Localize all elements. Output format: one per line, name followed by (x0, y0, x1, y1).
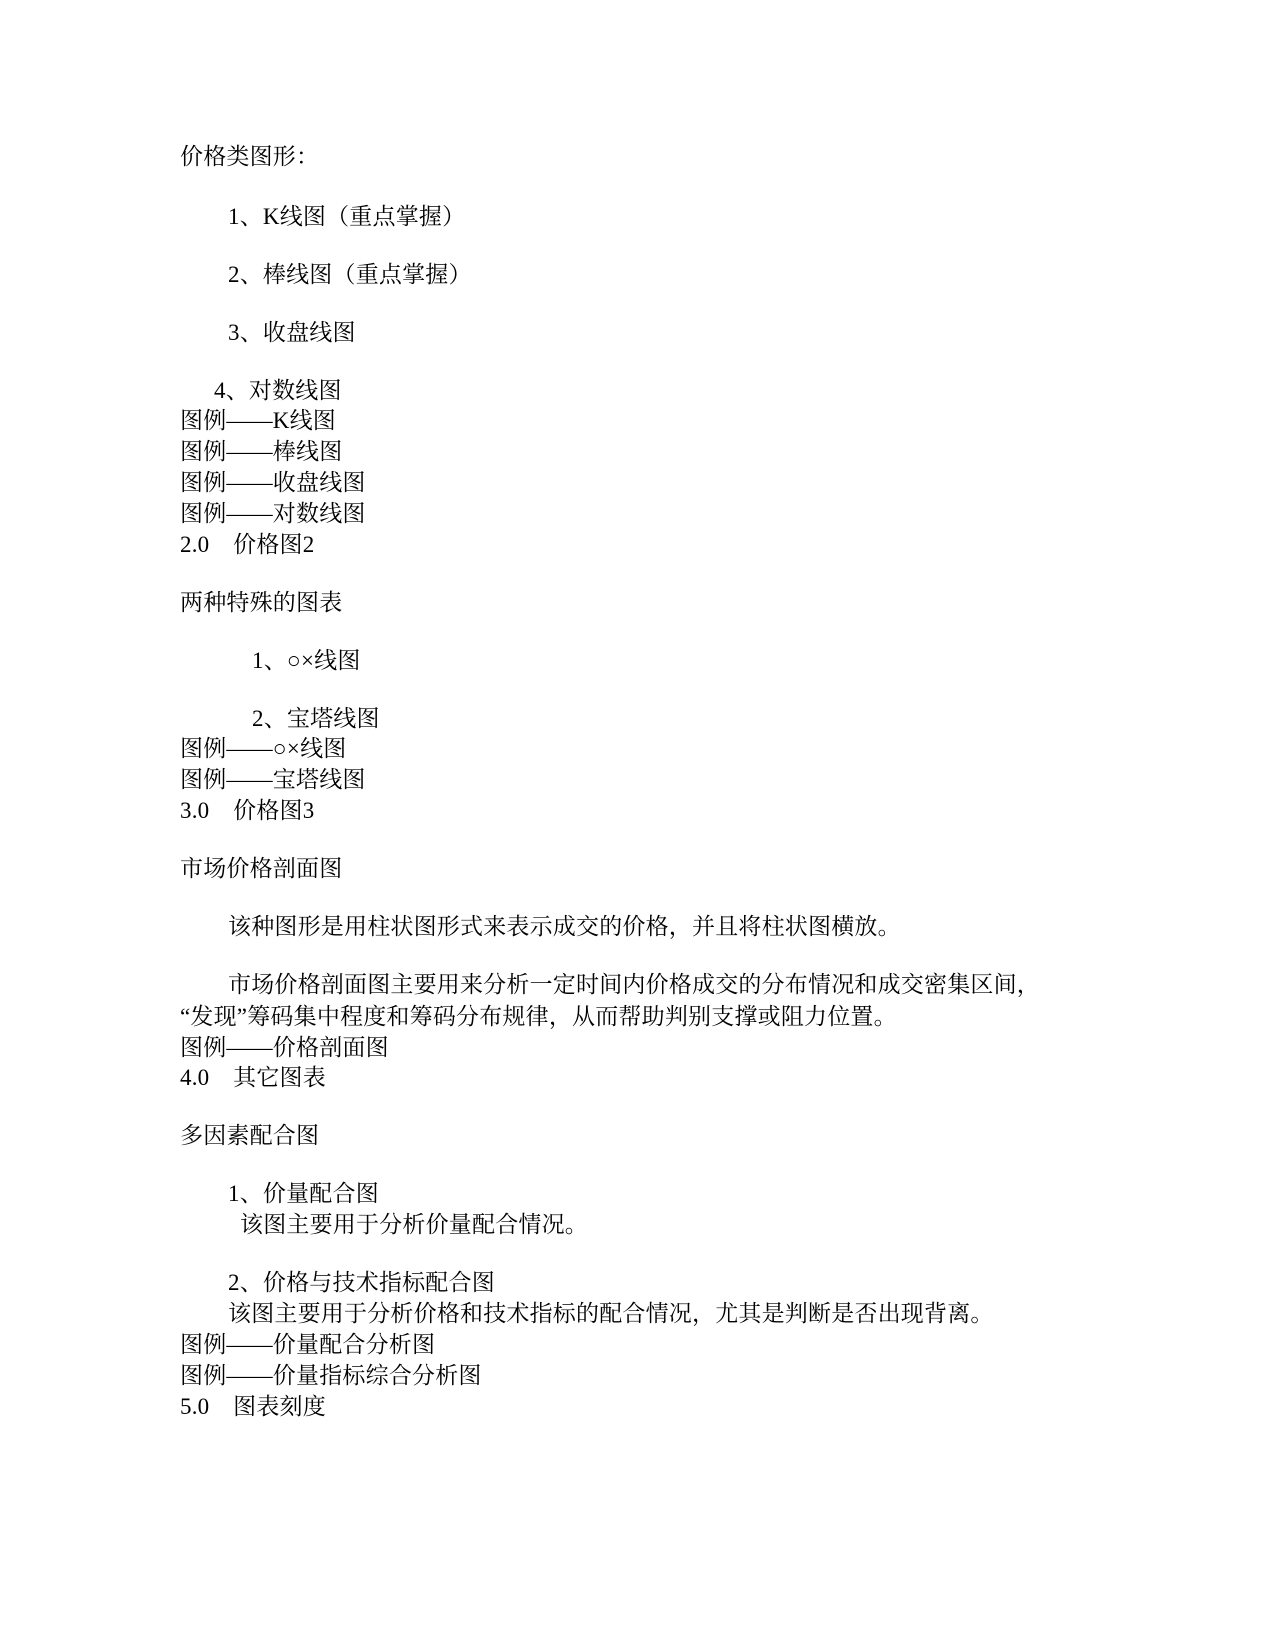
example-caption: 图例——棒线图 (180, 439, 343, 464)
example-caption: 图例——○×线图 (180, 736, 347, 761)
list-item: 1、价量配合图 (228, 1181, 379, 1206)
list-item: 3、收盘线图 (228, 320, 356, 345)
example-caption: 图例——价格剖面图 (180, 1035, 389, 1060)
section-heading: 市场价格剖面图 (180, 856, 343, 881)
section-heading: 两种特殊的图表 (180, 590, 343, 615)
section-title: 4.0 其它图表 (180, 1065, 326, 1090)
list-item: 2、棒线图（重点掌握） (228, 262, 472, 287)
section-title: 3.0 价格图3 (180, 798, 315, 823)
section-title: 2.0 价格图2 (180, 532, 315, 557)
example-caption: 图例——价量指标综合分析图 (180, 1363, 482, 1388)
example-caption: 图例——价量配合分析图 (180, 1332, 436, 1357)
list-item: 1、○×线图 (252, 648, 361, 673)
example-caption: 图例——K线图 (180, 408, 337, 433)
list-item-description: 该图主要用于分析价量配合情况。 (240, 1212, 588, 1237)
list-item-description: 该图主要用于分析价格和技术指标的配合情况，尤其是判断是否出现背离。 (228, 1301, 994, 1326)
list-item: 2、宝塔线图 (252, 706, 380, 731)
list-item: 1、K线图（重点掌握） (228, 204, 466, 229)
section-heading: 价格类图形： (180, 144, 320, 169)
list-item: 2、价格与技术指标配合图 (228, 1270, 495, 1295)
example-caption: 图例——收盘线图 (180, 470, 366, 495)
section-title: 5.0 图表刻度 (180, 1394, 326, 1419)
list-item: 4、对数线图 (214, 378, 342, 403)
section-heading: 多因素配合图 (180, 1123, 320, 1148)
paragraph: 该种图形是用柱状图形式来表示成交的价格，并且将柱状图横放。 (228, 914, 901, 939)
paragraph: 市场价格剖面图主要用来分析一定时间内价格成交的分布情况和成交密集区间， (228, 972, 1040, 997)
paragraph: “发现”筹码集中程度和筹码分布规律，从而帮助判别支撑或阻力位置。 (180, 1004, 897, 1029)
example-caption: 图例——宝塔线图 (180, 767, 366, 792)
example-caption: 图例——对数线图 (180, 501, 366, 526)
